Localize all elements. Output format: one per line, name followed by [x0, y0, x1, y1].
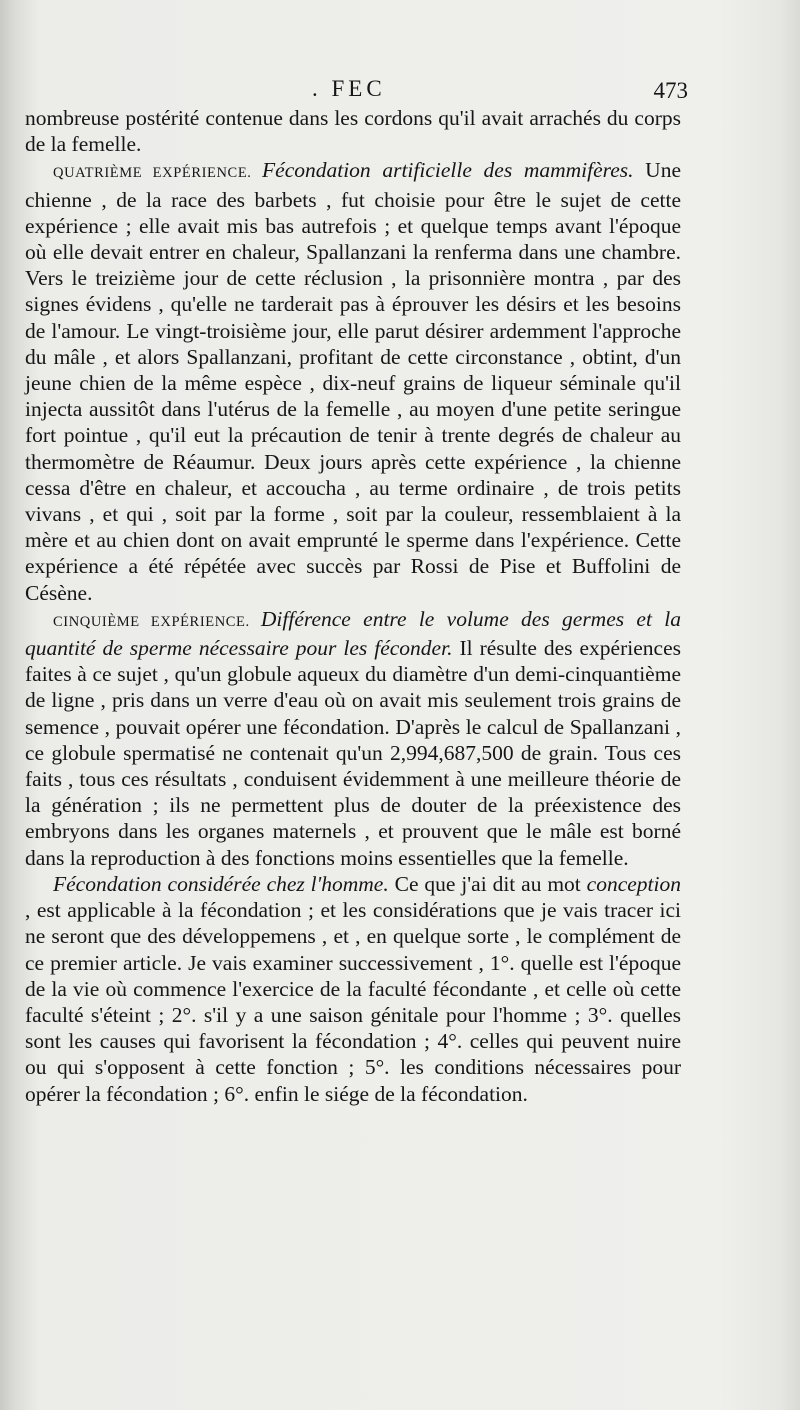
text-run: Il résulte des expériences faites à ce sujet , qu'un globule aqueux du diamètre d'un demi-cinquantième de ligne , pris dans un verre d'eau où on avait mis seulement trois grains de semence , pouvait opérer une fécondation. D'après le calcul de Spallanzani , ce globule spermatisé ne contenait qu'un 2,994,687,500 de grain. Tous ces faits , tous ces résultats , conduisent évidemment à une meilleure théorie de la génération ; ils ne permettent plus de douter de la préexistence des embryons dans les organes maternels , et prouvent que le mâle est borné dans la reproduction à des fonctions moins essentielles que la femelle. [25, 636, 681, 870]
body-text [25, 105, 681, 1107]
text-run: nombreuse postérité contenue dans les cordons qu'il avait arrachés du corps de la femelle. [25, 106, 681, 157]
text-run: , est applicable à la fécondation ; et les considérations que je vais tracer ici ne seront que des développemens , et , en quelque sorte , le complément de ce premier article. Je vais examiner successivement , 1°. quelle est l'époque de la vie où commence l'exercice de la faculté fécondante , et celle où cette faculté s'éteint ; 2°. s'il y a une saison génitale pour l'homme ; 3°. quelles sont les causes qui favorisent la fécondation ; 4°. celles qui peuvent nuire ou qui s'opposent à cette fonction ; 5°. les conditions nécessaires pour opérer la fécondation ; 6°. enfin le siége de la fécondation. [25, 898, 681, 1106]
section-title: Fécondation considérée chez l'homme. [53, 871, 389, 896]
paragraph-experiment-4 [25, 157, 681, 605]
running-head: . FEC [312, 76, 386, 101]
section-title: Différence entre le volume des germes et la quantité de sperme nécessaire pour les féconder. [25, 606, 681, 661]
page-number: 473 [653, 78, 688, 103]
paragraph-fecondation-homme [25, 871, 681, 1107]
section-title: Fécondation artificielle des mammifères. [262, 158, 634, 183]
page-header [0, 70, 800, 110]
paragraph-continuation [25, 105, 681, 157]
text-run: Ce que j'ai dit au mot [388, 871, 587, 896]
text-run: Une chienne , de la race des barbets , fut choisie pour être le sujet de cette expérience ; elle avait mis bas autrefois ; et quelque temps avant l'époque où elle devait entrer en chaleur, Spallanzani la renferma dans une chambre. Vers le treizième jour de cette réclusion , la prisonnière montra , par des signes évidens , qu'elle ne tarderait pas à éprouver les désirs et les besoins de l'amour. Le vingt-troisième jour, elle parut désirer ardemment l'approche du mâle , et alors Spallanzani, profitant de cette circonstance , obtint, d'un jeune chien de la même espèce , dix-neuf grains de liqueur séminale qu'il injecta aussitôt dans l'utérus de la femelle , au moyen d'une petite seringue fort pointue , qu'il eut la précaution de tenir à trente degrés de chaleur au thermomètre de Réaumur. Deux jours après cette expérience , la chienne cessa d'être en chaleur, et accoucha , au terme ordinaire , de trois petits vivans , et qui , soit par la forme , soit par la couleur, ressemblaient à la mère et au chien dont on avait emprunté le sperme dans l'expérience. Cette expérience a été répétée avec succès par Rossi de Pise et Buffolini de Césène. [25, 158, 681, 605]
section-label: QUATRIÈME EXPÉRIENCE. [53, 165, 263, 182]
paragraph-experiment-5 [25, 606, 681, 871]
emphasis: conception [586, 871, 681, 896]
section-label: CINQUIÈME EXPÉRIENCE. [53, 613, 261, 630]
